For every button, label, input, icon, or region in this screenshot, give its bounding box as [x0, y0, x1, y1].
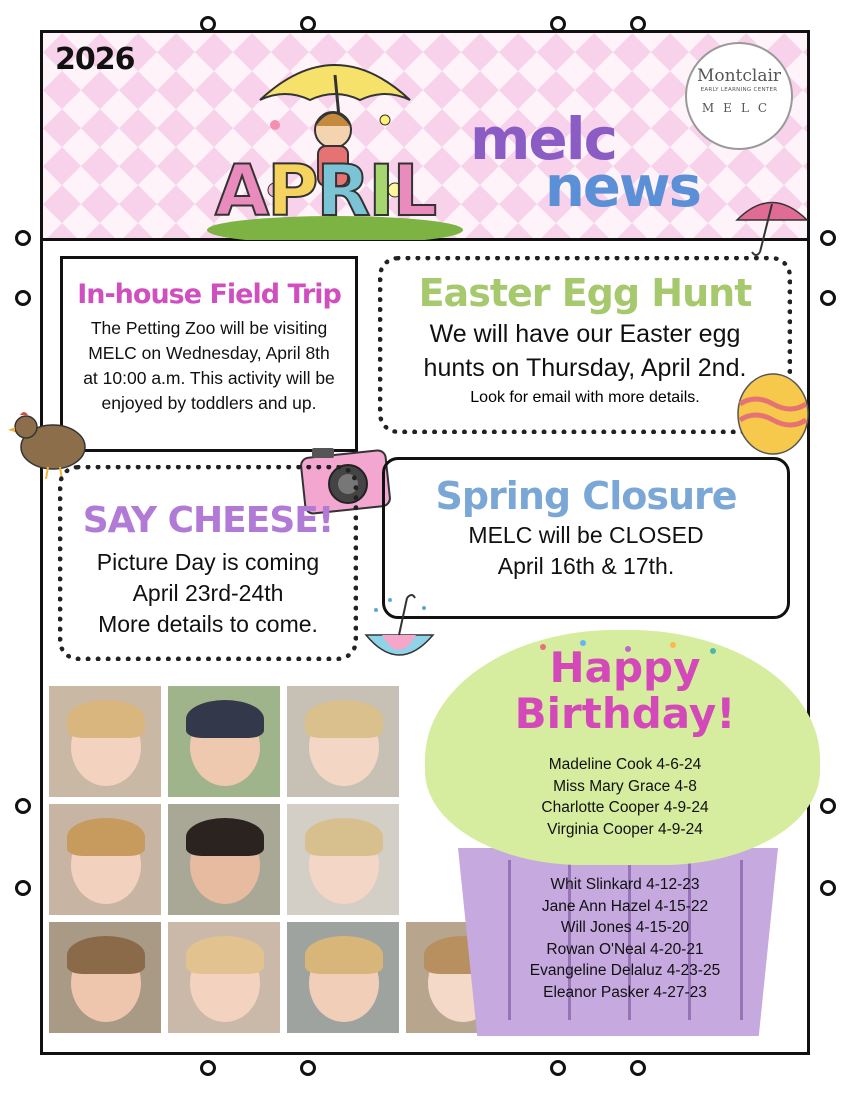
pink-umbrella-icon	[732, 190, 812, 260]
closure-body	[385, 520, 787, 582]
say-cheese-section	[58, 465, 358, 661]
spring-closure-section	[382, 457, 790, 619]
logo-name: Montclair	[696, 66, 782, 86]
april-title	[215, 150, 435, 232]
border-loop-decoration	[200, 16, 216, 32]
child-photo	[48, 685, 162, 798]
cheese-line: Picture Day is coming	[96, 549, 320, 575]
child-photo	[167, 685, 281, 798]
closure-line: April 16th & 17th.	[497, 553, 675, 579]
easter-body	[383, 317, 787, 385]
border-loop-decoration	[820, 230, 836, 246]
news-title: news	[545, 155, 700, 220]
cheese-body	[63, 547, 353, 640]
border-loop-decoration	[820, 798, 836, 814]
birthday-entry: Evangeline Delaluz 4-23-25	[529, 962, 721, 979]
birthday-entry: Miss Mary Grace 4-8	[553, 777, 697, 795]
border-loop-decoration	[630, 16, 646, 32]
birthday-entry: Rowan O'Neal 4-20-21	[546, 940, 704, 958]
child-photo	[48, 921, 162, 1034]
child-photo	[286, 921, 400, 1034]
field-trip-section	[60, 256, 358, 452]
birthday-list-top	[500, 754, 750, 840]
field-trip-line: MELC on Wednesday, April 8th	[88, 343, 330, 363]
border-loop-decoration	[200, 1060, 216, 1076]
april-letter: P	[267, 150, 317, 232]
border-loop-decoration	[820, 290, 836, 306]
field-trip-line: at 10:00 a.m. This activity will be	[83, 368, 335, 388]
border-loop-decoration	[300, 16, 316, 32]
easter-title: Easter Egg Hunt	[418, 271, 752, 315]
child-photo	[167, 803, 281, 916]
child-photo	[167, 921, 281, 1034]
closure-title: Spring Closure	[435, 474, 737, 518]
cheese-line: More details to come.	[98, 611, 318, 637]
easter-line: hunts on Thursday, April 2nd.	[423, 354, 747, 382]
field-trip-line: enjoyed by toddlers and up.	[101, 393, 317, 413]
border-loop-decoration	[550, 16, 566, 32]
border-loop-decoration	[15, 880, 31, 896]
year-label: 2026	[55, 42, 135, 77]
border-loop-decoration	[300, 1060, 316, 1076]
field-trip-body	[63, 316, 355, 416]
cheese-title: SAY CHEESE!	[82, 500, 334, 541]
birthday-title-line: Birthday!	[514, 689, 736, 738]
field-trip-line: The Petting Zoo will be visiting	[90, 318, 328, 338]
easter-egg-hunt-section	[378, 256, 792, 434]
birthday-entry: Jane Ann Hazel 4-15-22	[541, 897, 709, 915]
cheese-line: April 23rd-24th	[132, 580, 284, 606]
birthday-entry: Eleanor Pasker 4-27-23	[543, 983, 707, 1001]
border-loop-decoration	[15, 798, 31, 814]
birthday-entry: Whit Slinkard 4-12-23	[550, 876, 700, 893]
closure-line: MELC will be CLOSED	[468, 522, 704, 548]
april-letter: A	[215, 150, 268, 232]
montclair-logo	[685, 42, 793, 150]
april-letter: R	[316, 150, 369, 232]
child-photo	[286, 685, 400, 798]
birthday-title	[470, 645, 780, 737]
field-trip-title: In-house Field Trip	[77, 279, 341, 310]
april-letter: I	[368, 150, 393, 232]
easter-note: Look for email with more details.	[470, 389, 700, 406]
border-loop-decoration	[820, 880, 836, 896]
easter-egg-icon	[735, 372, 811, 456]
birthday-list-bottom	[500, 874, 750, 1003]
child-photo	[286, 803, 400, 916]
logo-subtitle: EARLY LEARNING CENTER	[700, 87, 778, 93]
birthday-title-line: Happy	[549, 643, 701, 692]
birthday-entry: Charlotte Cooper 4-9-24	[541, 799, 709, 816]
april-letter: L	[392, 150, 436, 232]
birthday-entry: Virginia Cooper 4-9-24	[547, 820, 703, 838]
child-photo	[48, 803, 162, 916]
rain-umbrella-icon	[362, 590, 437, 675]
logo-letters: MELC	[701, 101, 777, 115]
easter-line: We will have our Easter egg	[429, 320, 741, 348]
birthday-entry: Madeline Cook 4-6-24	[548, 756, 702, 773]
border-loop-decoration	[550, 1060, 566, 1076]
border-loop-decoration	[15, 290, 31, 306]
melc-title: melc	[470, 105, 617, 173]
birthday-entry: Will Jones 4-15-20	[560, 919, 690, 936]
border-loop-decoration	[15, 230, 31, 246]
border-loop-decoration	[630, 1060, 646, 1076]
